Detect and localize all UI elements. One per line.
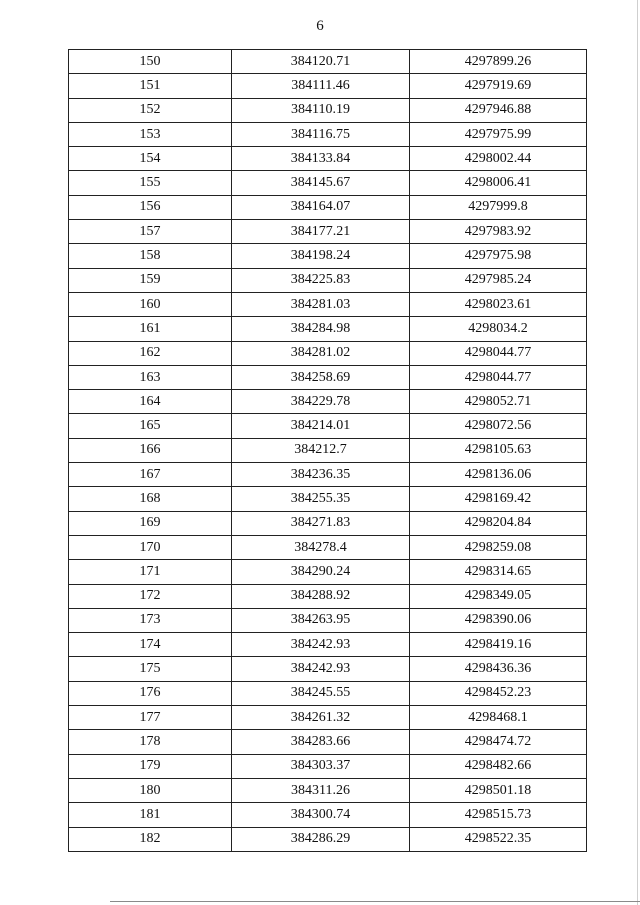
table-row xyxy=(69,171,587,195)
y-coordinate-cell: 4298349.05 xyxy=(410,584,587,608)
x-coordinate-cell: 384164.07 xyxy=(232,195,410,219)
y-coordinate-cell: 4298522.35 xyxy=(410,827,587,851)
point-number-cell: 179 xyxy=(69,754,232,778)
x-coordinate-cell: 384284.98 xyxy=(232,317,410,341)
point-number-cell: 172 xyxy=(69,584,232,608)
table-row xyxy=(69,754,587,778)
table-row xyxy=(69,365,587,389)
table-row xyxy=(69,147,587,171)
table-row xyxy=(69,584,587,608)
table-row xyxy=(69,827,587,851)
y-coordinate-cell: 4298468.1 xyxy=(410,706,587,730)
table-row xyxy=(69,390,587,414)
x-coordinate-cell: 384245.55 xyxy=(232,681,410,705)
x-coordinate-cell: 384198.24 xyxy=(232,244,410,268)
scan-edge-bottom xyxy=(110,901,640,902)
x-coordinate-cell: 384288.92 xyxy=(232,584,410,608)
table-row xyxy=(69,560,587,584)
point-number-cell: 180 xyxy=(69,778,232,802)
point-number-cell: 157 xyxy=(69,220,232,244)
table-row xyxy=(69,341,587,365)
table-row xyxy=(69,487,587,511)
point-number-cell: 178 xyxy=(69,730,232,754)
point-number-cell: 181 xyxy=(69,803,232,827)
y-coordinate-cell: 4297985.24 xyxy=(410,268,587,292)
point-number-cell: 166 xyxy=(69,438,232,462)
y-coordinate-cell: 4298169.42 xyxy=(410,487,587,511)
x-coordinate-cell: 384214.01 xyxy=(232,414,410,438)
point-number-cell: 160 xyxy=(69,292,232,316)
x-coordinate-cell: 384255.35 xyxy=(232,487,410,511)
x-coordinate-cell: 384111.46 xyxy=(232,74,410,98)
y-coordinate-cell: 4298515.73 xyxy=(410,803,587,827)
x-coordinate-cell: 384290.24 xyxy=(232,560,410,584)
x-coordinate-cell: 384303.37 xyxy=(232,754,410,778)
x-coordinate-cell: 384242.93 xyxy=(232,633,410,657)
point-number-cell: 167 xyxy=(69,463,232,487)
table-row xyxy=(69,74,587,98)
point-number-cell: 162 xyxy=(69,341,232,365)
point-number-cell: 150 xyxy=(69,50,232,74)
y-coordinate-cell: 4297975.99 xyxy=(410,122,587,146)
table-row xyxy=(69,681,587,705)
point-number-cell: 165 xyxy=(69,414,232,438)
table-row xyxy=(69,535,587,559)
y-coordinate-cell: 4298482.66 xyxy=(410,754,587,778)
table-row xyxy=(69,803,587,827)
point-number-cell: 177 xyxy=(69,706,232,730)
coordinates-table-body xyxy=(69,50,587,852)
y-coordinate-cell: 4298136.06 xyxy=(410,463,587,487)
point-number-cell: 176 xyxy=(69,681,232,705)
point-number-cell: 171 xyxy=(69,560,232,584)
y-coordinate-cell: 4298044.77 xyxy=(410,365,587,389)
point-number-cell: 163 xyxy=(69,365,232,389)
y-coordinate-cell: 4297999.8 xyxy=(410,195,587,219)
y-coordinate-cell: 4298436.36 xyxy=(410,657,587,681)
y-coordinate-cell: 4298052.71 xyxy=(410,390,587,414)
x-coordinate-cell: 384281.02 xyxy=(232,341,410,365)
x-coordinate-cell: 384236.35 xyxy=(232,463,410,487)
x-coordinate-cell: 384258.69 xyxy=(232,365,410,389)
y-coordinate-cell: 4297919.69 xyxy=(410,74,587,98)
table-row xyxy=(69,317,587,341)
point-number-cell: 158 xyxy=(69,244,232,268)
point-number-cell: 151 xyxy=(69,74,232,98)
y-coordinate-cell: 4298259.08 xyxy=(410,535,587,559)
x-coordinate-cell: 384145.67 xyxy=(232,171,410,195)
point-number-cell: 159 xyxy=(69,268,232,292)
y-coordinate-cell: 4298452.23 xyxy=(410,681,587,705)
point-number-cell: 175 xyxy=(69,657,232,681)
table-row xyxy=(69,657,587,681)
y-coordinate-cell: 4298314.65 xyxy=(410,560,587,584)
x-coordinate-cell: 384278.4 xyxy=(232,535,410,559)
point-number-cell: 170 xyxy=(69,535,232,559)
point-number-cell: 156 xyxy=(69,195,232,219)
y-coordinate-cell: 4297899.26 xyxy=(410,50,587,74)
x-coordinate-cell: 384283.66 xyxy=(232,730,410,754)
x-coordinate-cell: 384133.84 xyxy=(232,147,410,171)
table-row xyxy=(69,98,587,122)
table-row xyxy=(69,220,587,244)
x-coordinate-cell: 384177.21 xyxy=(232,220,410,244)
y-coordinate-cell: 4298072.56 xyxy=(410,414,587,438)
table-row xyxy=(69,778,587,802)
point-number-cell: 161 xyxy=(69,317,232,341)
table-row xyxy=(69,463,587,487)
x-coordinate-cell: 384263.95 xyxy=(232,608,410,632)
x-coordinate-cell: 384242.93 xyxy=(232,657,410,681)
y-coordinate-cell: 4298105.63 xyxy=(410,438,587,462)
point-number-cell: 164 xyxy=(69,390,232,414)
x-coordinate-cell: 384261.32 xyxy=(232,706,410,730)
point-number-cell: 168 xyxy=(69,487,232,511)
table-row xyxy=(69,414,587,438)
y-coordinate-cell: 4298023.61 xyxy=(410,292,587,316)
table-row xyxy=(69,730,587,754)
y-coordinate-cell: 4298044.77 xyxy=(410,341,587,365)
point-number-cell: 153 xyxy=(69,122,232,146)
coordinates-table-container xyxy=(68,49,586,852)
table-row xyxy=(69,268,587,292)
point-number-cell: 182 xyxy=(69,827,232,851)
point-number-cell: 152 xyxy=(69,98,232,122)
table-row xyxy=(69,511,587,535)
point-number-cell: 169 xyxy=(69,511,232,535)
table-row xyxy=(69,122,587,146)
x-coordinate-cell: 384281.03 xyxy=(232,292,410,316)
y-coordinate-cell: 4298390.06 xyxy=(410,608,587,632)
x-coordinate-cell: 384311.26 xyxy=(232,778,410,802)
x-coordinate-cell: 384120.71 xyxy=(232,50,410,74)
y-coordinate-cell: 4298002.44 xyxy=(410,147,587,171)
x-coordinate-cell: 384286.29 xyxy=(232,827,410,851)
table-row xyxy=(69,292,587,316)
y-coordinate-cell: 4297975.98 xyxy=(410,244,587,268)
point-number-cell: 173 xyxy=(69,608,232,632)
y-coordinate-cell: 4298419.16 xyxy=(410,633,587,657)
page-number: 6 xyxy=(316,18,324,34)
x-coordinate-cell: 384116.75 xyxy=(232,122,410,146)
y-coordinate-cell: 4298501.18 xyxy=(410,778,587,802)
scan-edge-right xyxy=(637,0,638,905)
y-coordinate-cell: 4297946.88 xyxy=(410,98,587,122)
y-coordinate-cell: 4298034.2 xyxy=(410,317,587,341)
point-number-cell: 154 xyxy=(69,147,232,171)
point-number-cell: 155 xyxy=(69,171,232,195)
table-row xyxy=(69,244,587,268)
x-coordinate-cell: 384271.83 xyxy=(232,511,410,535)
table-row xyxy=(69,706,587,730)
y-coordinate-cell: 4298006.41 xyxy=(410,171,587,195)
x-coordinate-cell: 384229.78 xyxy=(232,390,410,414)
x-coordinate-cell: 384212.7 xyxy=(232,438,410,462)
x-coordinate-cell: 384110.19 xyxy=(232,98,410,122)
x-coordinate-cell: 384300.74 xyxy=(232,803,410,827)
table-row xyxy=(69,438,587,462)
x-coordinate-cell: 384225.83 xyxy=(232,268,410,292)
table-row xyxy=(69,633,587,657)
table-row xyxy=(69,608,587,632)
table-row xyxy=(69,50,587,74)
y-coordinate-cell: 4298474.72 xyxy=(410,730,587,754)
point-number-cell: 174 xyxy=(69,633,232,657)
y-coordinate-cell: 4298204.84 xyxy=(410,511,587,535)
y-coordinate-cell: 4297983.92 xyxy=(410,220,587,244)
table-row xyxy=(69,195,587,219)
coordinates-table xyxy=(68,49,587,852)
